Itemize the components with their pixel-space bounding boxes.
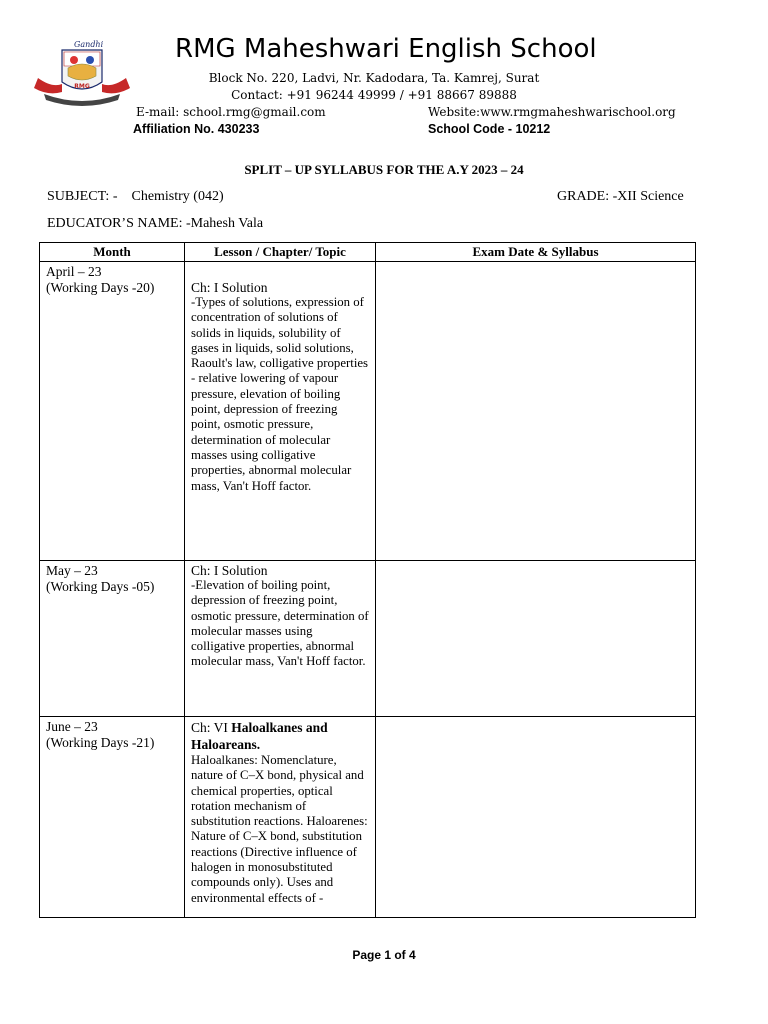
month-cell [40, 717, 185, 918]
school-code: School Code - 10212 [428, 122, 551, 136]
logo-text: RMG [74, 83, 90, 90]
chapter-title: Ch: I Solution [191, 280, 268, 295]
school-website: Website:www.rmgmaheshwarischool.org [428, 105, 676, 119]
month-name: June – 23 [46, 719, 98, 734]
table-header-row [40, 243, 696, 262]
lesson-cell [185, 262, 376, 561]
month-cell [40, 262, 185, 561]
educator-line: EDUCATOR’S NAME: -Mahesh Vala [47, 216, 264, 231]
topic-text: -Types of solutions, expression of concentration of solutions of solids in liquids, solubility of gases in liquids, solid solutions, Raoult's law, colligative properties - relative lowering of vapour pressure, elevation of boiling point, depression of freezing point, osmotic pressure, determination of molecular masses using colligative properties, abnormal molecular mass, Van't Hoff factor. [191, 295, 369, 493]
logo-top-text: Gandhi [74, 40, 104, 49]
lesson-cell [185, 717, 376, 918]
month-name: May – 23 [46, 563, 98, 578]
school-address: Block No. 220, Ladvi, Nr. Kadodara, Ta. Kamrej, Surat [208, 71, 540, 85]
school-email: E-mail: school.rmg@gmail.com [136, 105, 326, 119]
exam-cell [376, 717, 696, 918]
subject-line: SUBJECT: - Chemistry (042) [47, 189, 224, 204]
page-number: Page 1 of 4 [352, 948, 416, 962]
month-name: April – 23 [46, 264, 102, 279]
syllabus-table [39, 242, 696, 918]
working-days: (Working Days -20) [46, 280, 155, 295]
working-days: (Working Days -05) [46, 579, 155, 594]
lesson-clip [191, 717, 369, 906]
school-contact: Contact: +91 96244 49999 / +91 88667 89888 [231, 88, 517, 102]
topic-text: -Elevation of boiling point, depression of freezing point, osmotic pressure, determination of molecular masses using colligative properties, abnormal molecular mass, Van't Hoff factor. [191, 578, 369, 669]
header-month: Month [40, 243, 185, 262]
lesson-cell [185, 561, 376, 717]
table-row [40, 262, 696, 561]
document-title: SPLIT – UP SYLLABUS FOR THE A.Y 2023 – 24 [244, 162, 524, 177]
month-cell [40, 561, 185, 717]
working-days: (Working Days -21) [46, 735, 155, 750]
exam-cell [376, 561, 696, 717]
chapter-name-bold: Haloalkanes and Haloareans. [191, 720, 328, 752]
header-lesson: Lesson / Chapter/ Topic [185, 243, 376, 262]
chapter-title [191, 719, 369, 753]
table-row [40, 717, 696, 918]
header-exam: Exam Date & Syllabus [376, 243, 696, 262]
exam-cell [376, 262, 696, 561]
chapter-prefix: Ch: VI [191, 720, 232, 735]
grade-line: GRADE: -XII Science [557, 189, 684, 204]
topic-text: Haloalkanes: Nomenclature, nature of C–X bond, physical and chemical properties, optical rotation mechanism of substitution reactions. Haloarenes: Nature of C–X bond, substitution reactions (Directive influence of halogen in monosubstituted compounds only). Uses and environmental effects of - [191, 753, 368, 905]
table-row [40, 561, 696, 717]
affiliation-number: Affiliation No. 430233 [133, 122, 260, 136]
chapter-title: Ch: I Solution [191, 563, 268, 578]
school-name: RMG Maheshwari English School [175, 34, 597, 64]
